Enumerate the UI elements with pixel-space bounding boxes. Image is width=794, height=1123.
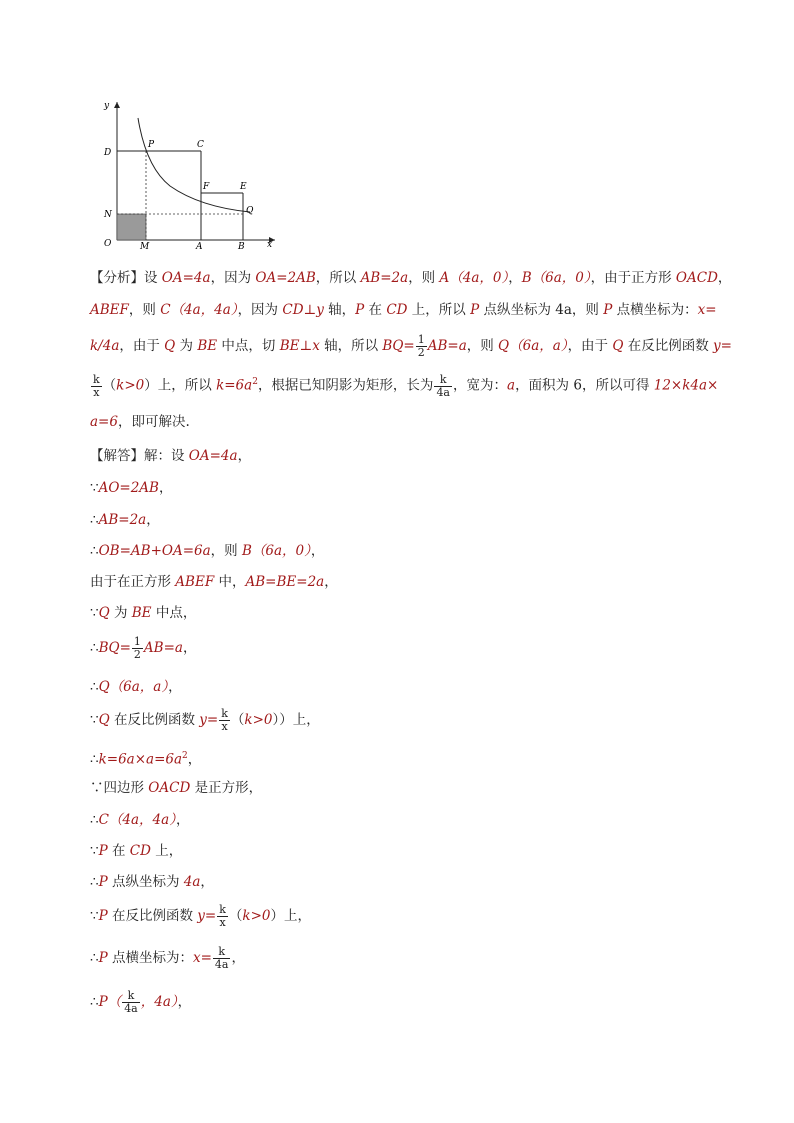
solution-line-13: ∵P 在 CD 上， [90,843,183,859]
fraction: $\frac{k}{x}$ [93,372,100,399]
solution-line-6: ∵Q 为 BE 中点， [90,605,197,621]
analysis-line-2: ABEF，则 C（4a，4a），因为 CD⊥y 轴，P 在 CD 上，所以 P 点纵坐标为 4a，则 P 点横坐标为：x= [90,302,717,318]
solution-line-15: ∵P 在反比例函数 y= $\frac{k}{x}$ （k>0）上， [90,903,311,929]
label-E: E [240,182,247,192]
fraction: $\frac{k}{4a}$ [124,989,138,1015]
solution-line-14: ∴P 点纵坐标为 4a， [90,874,214,890]
label-M: M [140,242,150,252]
solution-line-9: ∵Q 在反比例函数 y= $\frac{k}{x}$ （k>0））上， [90,707,320,733]
solution-line-10: $\therefore k=6a\times a=6a^2$， [90,751,202,768]
solution-line-8: ∴Q（6a，a）， [90,679,182,695]
label-D: D [104,148,112,158]
solution-tag: 【解答】 [90,448,144,464]
label-A: A [196,242,203,252]
label-x: x [267,240,273,250]
solution-line-7: ∴BQ= $\frac{1}{2}$ AB=a， [90,635,197,661]
solution-line-12: ∴C（4a，4a）， [90,812,190,828]
fraction: $\frac{k}{4a}$ [436,372,450,399]
solution-line-5: 由于在正方形 ABEF 中，AB=BE=2a， [90,574,338,590]
analysis-line-3: k/4a，由于 Q 为 BE 中点，切 BE⊥x 轴，所以 BQ= $\frac{1}{2}$ AB=a，则 Q（6a，a），由于 Q 在反比例函数 y= [90,333,732,359]
analysis-line-5: a=6，即可解决. [90,414,190,430]
label-B: B [238,242,245,252]
analysis-tag: 【分析】 [90,270,144,286]
solution-line-2: ∵AO=2AB， [90,480,173,496]
fraction: $\frac{k}{x}$ [221,707,228,733]
label-P: P [148,140,155,150]
solution-line-11: ∵四边形 OACD 是正方形， [90,780,263,796]
analysis-line-4: $\frac{k}{x}$ （k>0）上，所以 $k=6a^2$，根据已知阴影为矩形，长为 $\frac{k}{4a}$ ，宽为：a，面积为 6，所以可得 12×k4a× [93,372,719,399]
label-F: F [203,182,210,192]
label-N: N [104,210,112,220]
solution-line-16: ∴P 点横坐标为：x= $\frac{k}{4a}$ ， [90,945,245,971]
label-y: y [104,101,110,111]
analysis-line-1: 【分析】设 OA=4a，因为 OA=2AB，所以 AB=2a，则 A（4a，0），B（6a，0），由于正方形 OACD， [90,270,732,286]
geometry-figure [90,92,290,252]
fraction: $\frac{k}{x}$ [219,903,226,929]
label-Q: Q [246,206,254,216]
fraction: $\frac{1}{2}$ [417,333,425,359]
solution-line-4: ∴OB=AB+OA=6a，则 B（6a，0）， [90,543,325,559]
solution-line-1: 【解答】解：设 OA=4a， [90,448,252,464]
solution-line-17: ∴P（ $\frac{k}{4a}$ ，4a）， [90,989,192,1015]
fraction: $\frac{1}{2}$ [133,635,141,661]
label-C: C [197,140,204,150]
solution-line-3: ∴AB=2a， [90,512,160,528]
label-O: O [104,239,112,249]
fraction: $\frac{k}{4a}$ [214,945,229,971]
